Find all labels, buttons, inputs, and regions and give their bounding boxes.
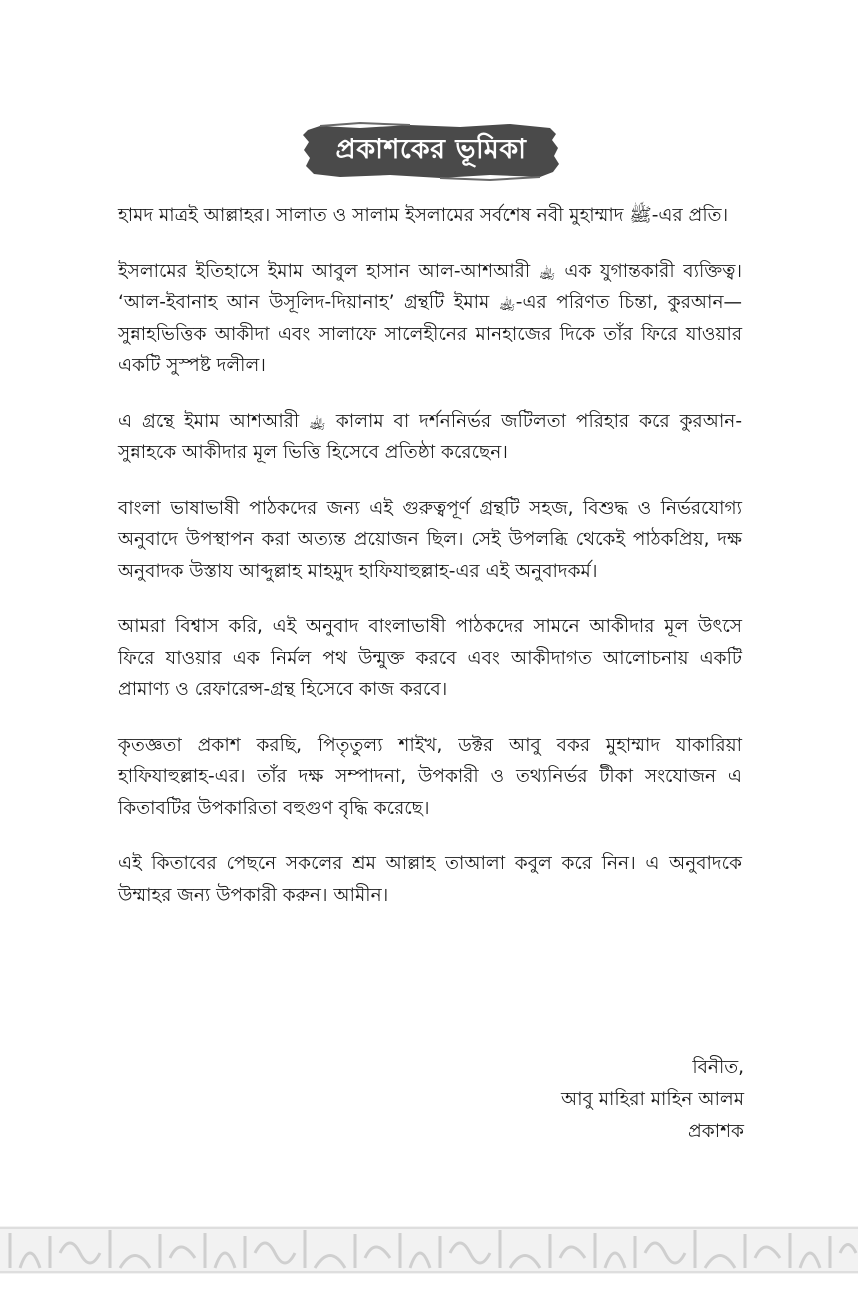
paragraph-2: ইসলামের ইতিহাসে ইমাম আবুল হাসান আল-আশআরী ﵀ এক যুগান্তকারী ব্যক্তিত্ব। ‘আল-ইবানাহ আন উসূলিদ-দিয়ানাহ’ গ্রন্থটি ইমাম ﵀-এর পরিণত চিন্তা, কুরআন—সুন্নাহভিত্তিক আকীদা এবং সালাফে সালেহীনের মানহাজের দিকে তাঁর ফিরে যাওয়ার একটি সুস্পষ্ট দলীল। <box>118 260 742 376</box>
paragraph-1: হামদ মাত্রই আল্লাহর। সালাত ও সালাম ইসলামের সর্বশেষ নবী মুহাম্মাদ ﷺ-এর প্রতি। <box>118 205 729 226</box>
signature-block <box>561 1052 744 1148</box>
paragraph-3: এ গ্রন্থে ইমাম আশআরী ﵀ কালাম বা দর্শননির্ভর জটিলতা পরিহার করে কুরআন-সুন্নাহকে আকীদার মূল ভিত্তি হিসেবে প্রতিষ্ঠা করেছেন। <box>118 410 742 463</box>
paragraph-6: কৃতজ্ঞতা প্রকাশ করছি, পিতৃতুল্য শাইখ, ডক্টর আবু বকর মুহাম্মাদ যাকারিয়া হাফিযাহুল্লাহ-এর। তাঁর দক্ষ সম্পাদনা, উপকারী ও তথ্যনির্ভর টীকা সংযোজন এ কিতাবটির উপকারিতা বহুগুণ বৃদ্ধি করেছে। <box>118 734 742 819</box>
signature-closing: বিনীত, <box>692 1057 744 1078</box>
page-title: প্রকাশকের ভূমিকা <box>335 133 527 165</box>
decorative-footer-pattern <box>0 1208 858 1288</box>
paragraph-5: আমরা বিশ্বাস করি, এই অনুবাদ বাংলাভাষী পাঠকদের সামনে আকীদার মূল উৎসে ফিরে যাওয়ার এক নির্মল পথ উন্মুক্ত করবে এবং আকীদাগত আলোচনায় একটি প্রামাণ্য ও রেফারেন্স-গ্রন্থ হিসেবে কাজ করবে। <box>118 616 742 700</box>
preface-body <box>118 200 742 935</box>
title-banner <box>300 120 562 182</box>
signature-role: প্রকাশক <box>687 1121 744 1142</box>
signature-name: আবু মাহিরা মাহিন আলম <box>560 1089 744 1110</box>
paragraph-7: এই কিতাবের পেছনে সকলের শ্রম আল্লাহ তাআলা কবুল করে নিন। এ অনুবাদকে উম্মাহর জন্য উপকারী করুন। আমীন। <box>118 853 742 906</box>
paragraph-4: বাংলা ভাষাভাষী পাঠকদের জন্য এই গুরুত্বপূর্ণ গ্রন্থটি সহজ, বিশুদ্ধ ও নির্ভরযোগ্য অনুবাদে উপস্থাপন করা অত্যন্ত প্রয়োজন ছিল। সেই উপলব্ধি থেকেই পাঠকপ্রিয়, দক্ষ অনুবাদক উস্তায আব্দুল্লাহ মাহমুদ হাফিযাহুল্লাহ-এর এই অনুবাদকর্ম। <box>118 497 742 582</box>
calligraphy-pattern-icon <box>0 1208 858 1288</box>
